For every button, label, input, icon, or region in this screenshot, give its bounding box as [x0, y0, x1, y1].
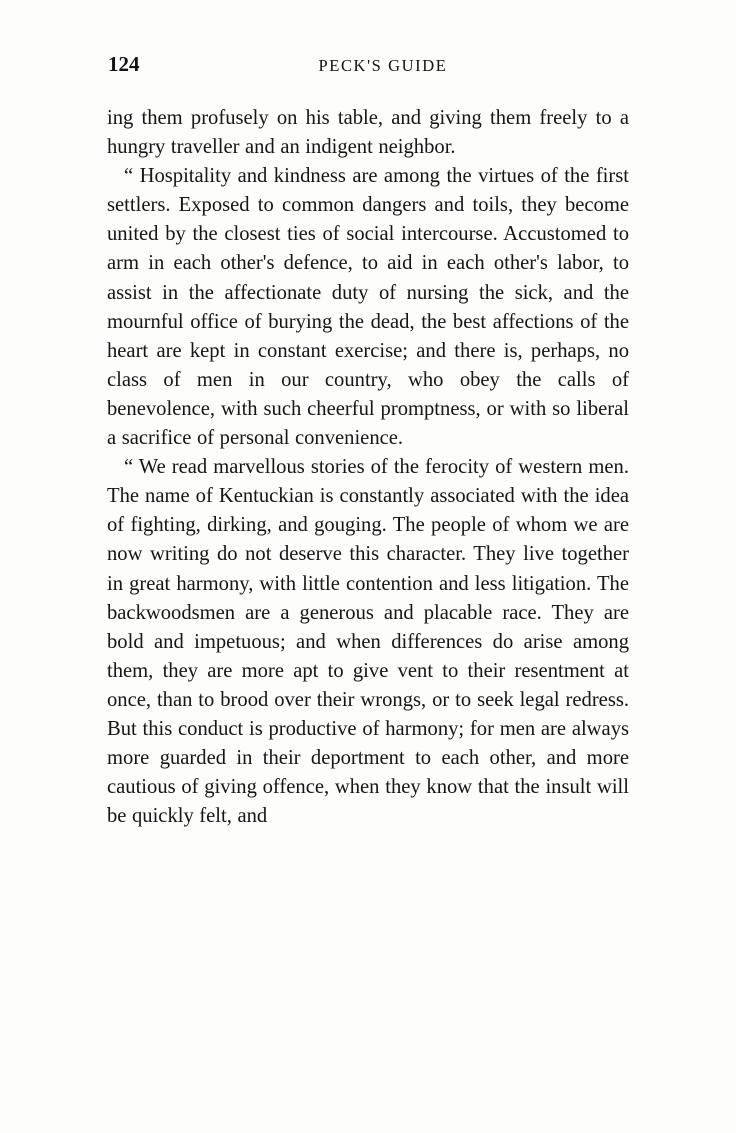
page-header	[108, 52, 628, 78]
paragraph-hospitality: “ Hospitality and kindness are among the virtues of the first settlers. Exposed to common dangers and toils, they become united by the closest ties of social intercourse. Accustomed to arm in each other's defence, to aid in each other's labor, to assist in the affectionate duty of nursing the sick, and the mournful office of burying the dead, the best affections of the heart are kept in constant exercise; and there is, perhaps, no class of men in our country, who obey the calls of benevolence, with such cheerful promptness, or with so liberal a sacrifice of personal convenience.	[107, 165, 629, 450]
running-head: PECK'S GUIDE	[318, 56, 448, 75]
paragraph-continuation: ing them profusely on his table, and giving them freely to a hungry traveller and an indigent neighbor.	[107, 107, 629, 159]
page-number: 124	[108, 52, 140, 76]
paragraph-western-men: “ We read marvellous stories of the ferocity of western men. The name of Kentuckian is constantly associated with the idea of fighting, dirking, and gouging. The people of whom we are now writing do not deserve this character. They live together in great harmony, with little contention and less litigation. The backwoodsmen are a generous and placable race. They are bold and impetuous; and when differences do arise among them, they are more apt to give vent to their resentment at once, than to brood over their wrongs, or to seek legal redress. But this conduct is productive of harmony; for men are always more guarded in their deportment to each other, and more cautious of giving offence, when they know that the insult will be quickly felt, and	[107, 456, 629, 828]
page-body	[107, 104, 629, 831]
